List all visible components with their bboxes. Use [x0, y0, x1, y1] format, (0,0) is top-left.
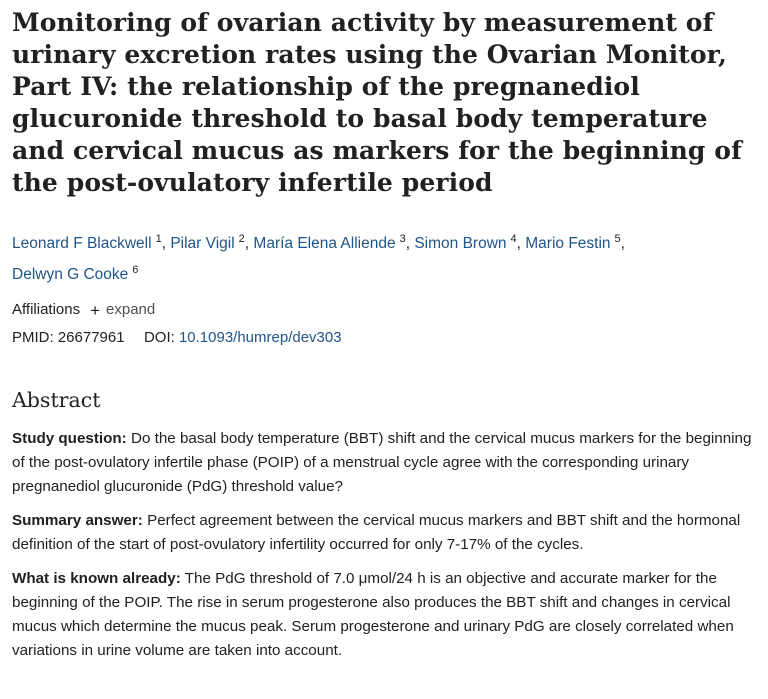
author-affiliation-number[interactable]: 6	[132, 264, 139, 276]
article-title: Monitoring of ovarian activity by measurement of urinary excretion rates using the Ovarian Monitor, Part IV: the relationship of the pregnanediol glucuronide threshold to basal body temperature and cervical mucus as markers for the beginning of the post-ovulatory infertile period	[12, 8, 742, 197]
doi-link[interactable]: 10.1093/humrep/dev303	[178, 329, 342, 346]
section-text: Do the basal body temperature (BBT) shift and the cervical mucus markers for the beginning of the post-ovulatory infertile phase (POIP) of a menstrual cycle agree with the corresponding urinary pregnanediol glucuronide (PdG) threshold value?	[12, 430, 752, 495]
pmid-label: PMID:	[12, 329, 54, 346]
author-affiliation-number[interactable]: 3	[399, 233, 406, 245]
abstract-section-known-already	[12, 567, 762, 663]
identifiers-row	[12, 327, 762, 349]
author-link[interactable]: Simon Brown	[414, 235, 507, 252]
author-link[interactable]: Mario Festin	[525, 235, 611, 252]
article-page	[12, 0, 762, 663]
affiliations-label: Affiliations	[12, 301, 81, 318]
doi-label: DOI:	[143, 329, 175, 346]
section-text: The PdG threshold of 7.0 μmol/24 h is an objective and accurate marker for the beginning of the POIP. The rise in serum progesterone also produces the BBT shift and changes in cervical mucus which determine the mucus peak. Serum progesterone and urinary PdG are closely correlated when variations in urine volume are taken into account.	[12, 570, 734, 659]
author-affiliation-number[interactable]: 5	[614, 233, 621, 245]
expand-affiliations-button[interactable]	[90, 299, 155, 321]
authors-list: Leonard F Blackwell $^1$, Pilar Vigil $^2$, María Elena Alliende $^3$, Simon Brown $^4$, Mario Festin $^5$, Delwyn G Cooke $^6$	[12, 233, 625, 283]
plus-icon: +	[90, 300, 101, 320]
expand-label: expand	[106, 301, 156, 318]
pmid-value: 26677961	[57, 329, 125, 346]
author-link[interactable]: Leonard F Blackwell	[12, 235, 152, 252]
author-affiliation-number[interactable]: 4	[510, 233, 517, 245]
author-link[interactable]: Pilar Vigil	[170, 235, 235, 252]
author-link[interactable]: Delwyn G Cooke	[12, 266, 129, 283]
abstract-heading: Abstract	[12, 388, 101, 412]
abstract-section-summary-answer	[12, 509, 762, 557]
section-title: Summary answer:	[12, 512, 143, 529]
author-affiliation-number[interactable]: 1	[155, 233, 162, 245]
author-affiliation-number[interactable]: 2	[238, 233, 245, 245]
author-link[interactable]: María Elena Alliende	[253, 235, 396, 252]
section-title: What is known already:	[12, 570, 181, 587]
section-title: Study question:	[12, 430, 127, 447]
section-text: Perfect agreement between the cervical mucus markers and BBT shift and the hormonal definition of the start of post-ovulatory infertility occurred for only 7-17% of the cycles.	[12, 512, 741, 553]
abstract-section-study-question	[12, 427, 762, 499]
affiliations-row	[12, 299, 762, 321]
